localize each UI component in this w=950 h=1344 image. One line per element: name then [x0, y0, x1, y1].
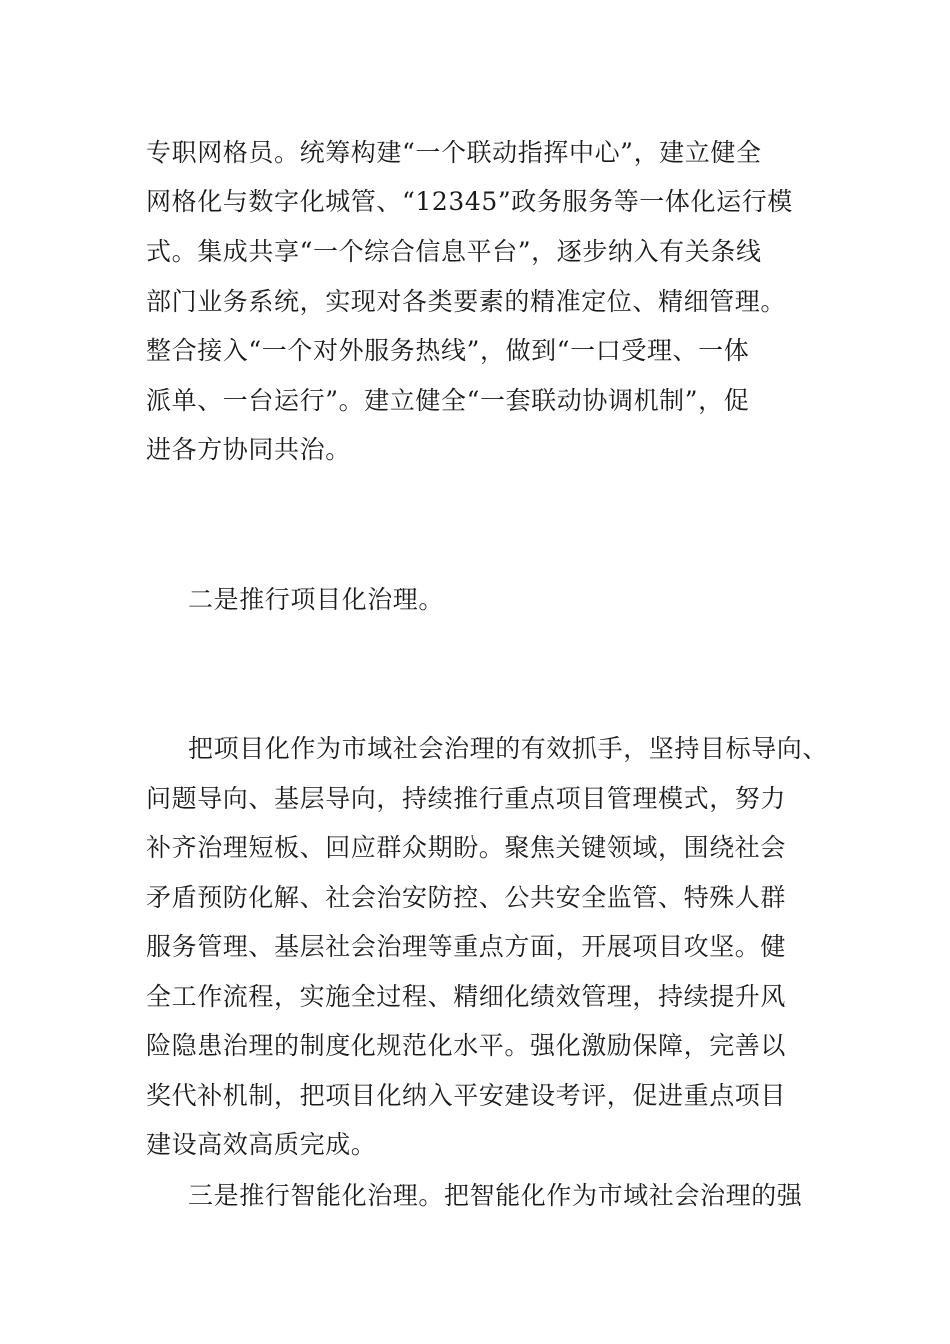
paragraph-line: 险隐患治理的制度化规范化水平。强化激励保障，完善以 [146, 1031, 787, 1060]
paragraph-line: 整合接入“一个对外服务热线”，做到“一口受理、一体 [146, 336, 750, 365]
paragraph-line: 进各方协同共治。 [146, 435, 351, 464]
paragraph-line: 三是推行智能化治理。把智能化作为市域社会治理的强 [188, 1181, 803, 1210]
paragraph-line: 网格化与数字化城管、“12345”政务服务等一体化运行模 [146, 187, 793, 216]
paragraph-line: 问题导向、基层导向，持续推行重点项目管理模式，努力 [146, 784, 787, 813]
paragraph-line: 式。集成共享“一个综合信息平台”，逐步纳入有关条线 [146, 237, 762, 266]
paragraph-line: 专职网格员。统筹构建“一个联动指挥中心”，建立健全 [146, 138, 762, 167]
paragraph-line: 部门业务系统，实现对各类要素的精准定位、精细管理。 [146, 287, 787, 316]
paragraph-line: 服务管理、基层社会治理等重点方面，开展项目攻坚。健 [146, 932, 787, 961]
section-heading: 二是推行项目化治理。 [188, 585, 445, 614]
paragraph-line: 把项目化作为市域社会治理的有效抓手，坚持目标导向、 [188, 734, 829, 763]
paragraph-line: 全工作流程，实施全过程、精细化绩效管理，持续提升风 [146, 982, 787, 1011]
paragraph-line: 建设高效高质完成。 [146, 1130, 377, 1159]
paragraph-line: 补齐治理短板、回应群众期盼。聚焦关键领域，围绕社会 [146, 833, 787, 862]
paragraph-line: 派单、一台运行”。建立健全“一套联动协调机制”，促 [146, 386, 750, 415]
paragraph-line: 奖代补机制，把项目化纳入平安建设考评，促进重点项目 [146, 1081, 787, 1110]
paragraph-line: 矛盾预防化解、社会治安防控、公共安全监管、特殊人群 [146, 883, 787, 912]
